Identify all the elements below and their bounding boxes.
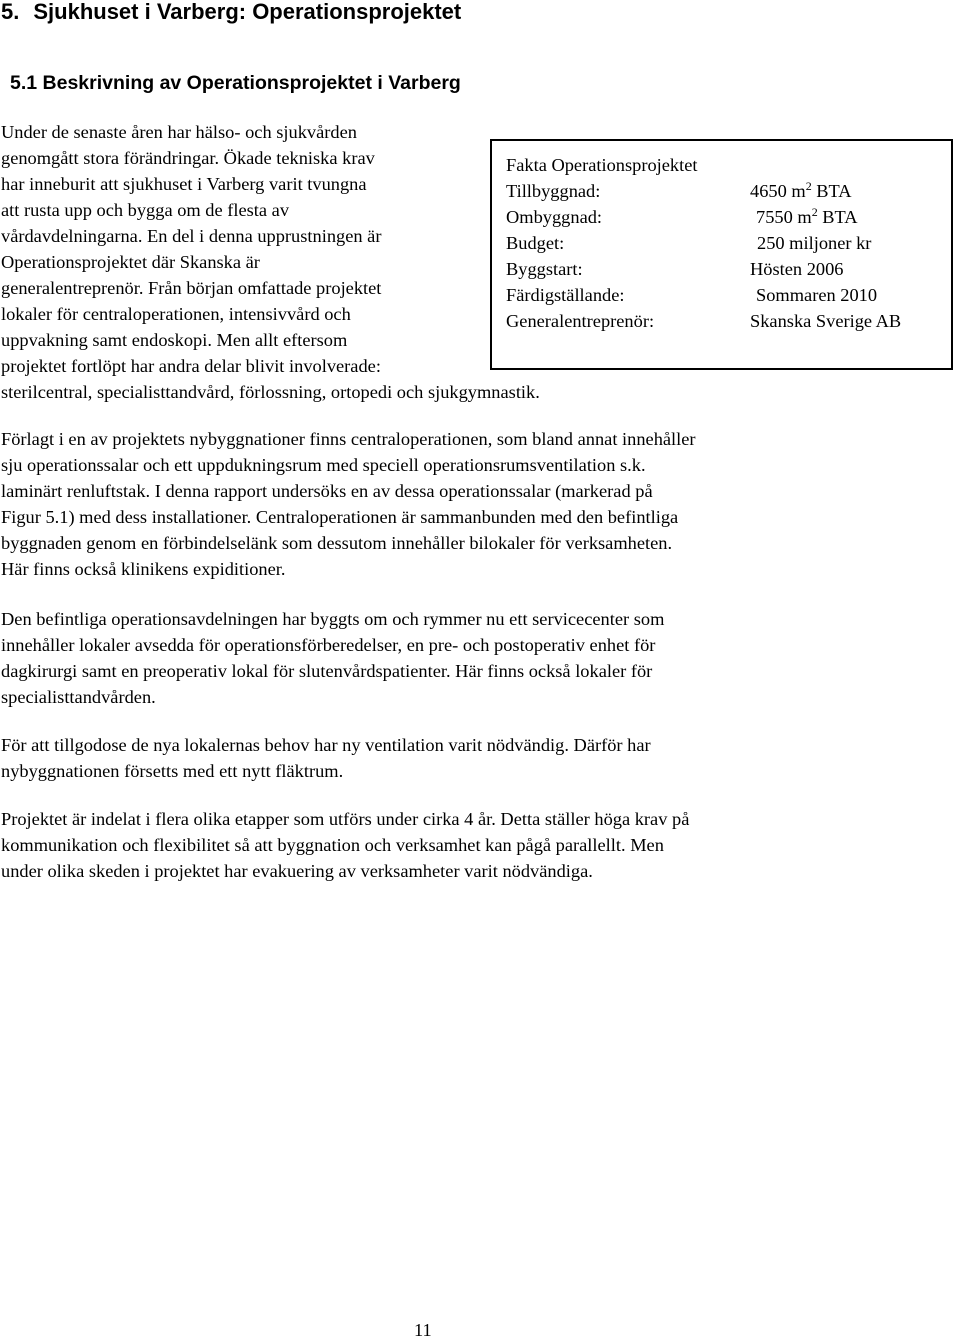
text-line: Operationsprojektet där Skanska är: [1, 252, 260, 272]
fact-row-tillbyggnad: [506, 178, 946, 204]
fact-box: [490, 139, 953, 370]
fact-value: [756, 204, 858, 230]
text-line: har inneburit att sjukhuset i Varberg varit tvungna: [1, 174, 367, 194]
fact-value-superscript: 2: [805, 179, 812, 193]
text-line: Här finns också klinikens expiditioner.: [1, 559, 286, 579]
fact-value: 250 miljoner kr: [757, 233, 872, 253]
text-line: sterilcentral, specialisttandvård, förlossning, ortopedi och sjukgymnastik.: [1, 382, 540, 402]
text-line: För att tillgodose de nya lokalernas behov har ny ventilation varit nödvändig. Därför har: [1, 735, 651, 755]
fact-row-fardigstallande: [506, 282, 946, 308]
text-line: att rusta upp och bygga om de flesta av: [1, 200, 290, 220]
fact-label: Budget:: [506, 233, 565, 253]
text-line: genomgått stora förändringar. Ökade tekniska krav: [1, 148, 375, 168]
text-line: Förlagt i en av projektets nybyggnationer finns centraloperationen, som bland annat innehåller: [1, 429, 696, 449]
text-line: specialisttandvården.: [1, 687, 156, 707]
text-line: dagkirurgi samt en preoperativ lokal för slutenvårdspatienter. Här finns också lokaler för: [1, 661, 653, 681]
page-number: 11: [414, 1320, 432, 1340]
paragraph-centraloperation: [1, 426, 901, 582]
fact-value-unit: BTA: [817, 207, 858, 227]
fact-value-number: 7550 m: [756, 207, 812, 227]
text-line: projektet fortlöpt har andra delar blivit involverade:: [1, 356, 381, 376]
text-line: kommunikation och flexibilitet så att byggnation och verksamhet kan pågå parallellt. Men: [1, 835, 664, 855]
fact-value-superscript: 2: [811, 205, 818, 219]
text-line: generalentreprenör. Från början omfattade projektet: [1, 278, 382, 298]
text-line: sju operationssalar och ett uppdukningsrum med speciell operationsrumsventilation s.k.: [1, 455, 646, 475]
fact-value: Skanska Sverige AB: [750, 311, 902, 331]
fact-value-number: 4650 m: [750, 181, 806, 201]
fact-value: Hösten 2006: [750, 259, 844, 279]
section-heading: 5.1 Beskrivning av Operationsprojektet i Varberg: [10, 72, 461, 94]
fact-row-budget: [506, 230, 946, 256]
fact-value-unit: BTA: [811, 181, 852, 201]
text-line: Den befintliga operationsavdelningen har byggts om och rymmer nu ett servicecenter som: [1, 609, 665, 629]
fact-box-title: Fakta Operationsprojektet: [506, 155, 698, 175]
text-line: byggnaden genom en förbindelselänk som dessutom innehåller bilokaler för verksamheten.: [1, 533, 673, 553]
fact-row-generalentreprenor: [506, 308, 946, 334]
text-line: Under de senaste åren har hälso- och sjukvården: [1, 122, 357, 142]
text-line: under olika skeden i projektet har evakuering av verksamheter varit nödvändiga.: [1, 861, 593, 881]
fact-label: Generalentreprenör:: [506, 311, 655, 331]
fact-label: Byggstart:: [506, 259, 583, 279]
fact-row-byggstart: [506, 256, 946, 282]
fact-label: Ombyggnad:: [506, 207, 603, 227]
text-line: nybyggnationen försetts med ett nytt fläktrum.: [1, 761, 344, 781]
text-line: vårdavdelningarna. En del i denna upprustningen är: [1, 226, 382, 246]
fact-row-ombyggnad: [506, 204, 946, 230]
paragraph-ventilation: [1, 732, 901, 784]
text-line: uppvakning samt endoskopi. Men allt eftersom: [1, 330, 348, 350]
text-line: lokaler för centraloperationen, intensivvård och: [1, 304, 351, 324]
chapter-heading: [1, 0, 461, 26]
fact-value: [750, 178, 852, 204]
fact-label: Färdigställande:: [506, 285, 625, 305]
text-line: laminärt renluftstak. I denna rapport undersöks en av dessa operationssalar (markerad på: [1, 481, 653, 501]
text-line: Projektet är indelat i flera olika etapper som utförs under cirka 4 år. Detta ställer höga krav på: [1, 809, 690, 829]
paragraph-stages: [1, 806, 901, 884]
fact-label: Tillbyggnad:: [506, 181, 601, 201]
text-line: Figur 5.1) med dess installationer. Centraloperationen är sammanbunden med den befintliga: [1, 507, 679, 527]
paragraph-existing-department: [1, 606, 901, 710]
chapter-title: Sjukhuset i Varberg: Operationsprojektet: [33, 0, 462, 24]
fact-value: Sommaren 2010: [756, 285, 878, 305]
chapter-number: 5.: [1, 0, 20, 24]
text-line: innehåller lokaler avsedda för operationsförberedelser, en pre- och postoperativ enhet för: [1, 635, 656, 655]
